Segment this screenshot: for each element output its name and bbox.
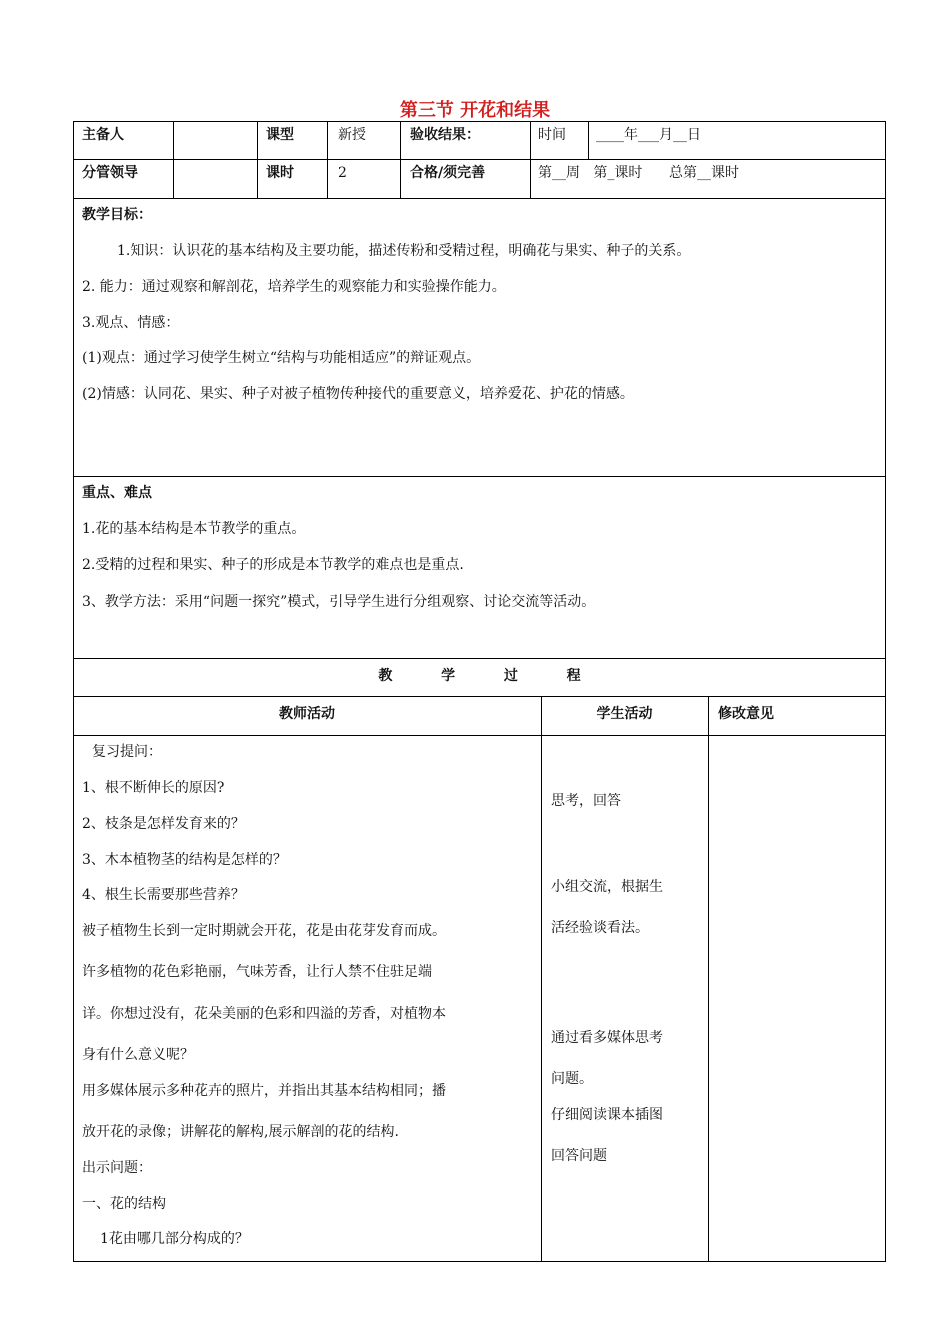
teacher-line: 出示问题： xyxy=(82,1160,152,1176)
class-hours-value: 2 xyxy=(338,165,347,181)
time-value: ____年___月__日 xyxy=(596,127,701,143)
student-line: 问题。 xyxy=(551,1071,593,1087)
student-line: 仔细阅读课本插图 xyxy=(551,1107,663,1123)
student-line: 思考，回答 xyxy=(551,793,621,809)
key-points-heading: 重点、难点 xyxy=(82,485,152,501)
teacher-line: 用多媒体展示多种花卉的照片，并指出其基本结构相同；播 xyxy=(82,1083,446,1099)
status-label: 合格/须完善 xyxy=(410,165,486,181)
objective-line: 3.观点、情感： xyxy=(82,315,180,331)
teacher-line: 身有什么意义呢？ xyxy=(82,1047,194,1063)
preparer-label: 主备人 xyxy=(82,127,124,143)
key-point-line: 3、教学方法：采用“问题一探究”模式，引导学生进行分组观察、讨论交流等活动。 xyxy=(82,594,596,610)
teacher-line: 1花由哪几部分构成的？ xyxy=(100,1231,249,1247)
teacher-line: 1、根不断伸长的原因? xyxy=(82,780,225,796)
student-line: 回答问题 xyxy=(551,1148,607,1164)
objective-line: 1.知识：认识花的基本结构及主要功能，描述传粉和受精过程，明确花与果实、种子的关系。 xyxy=(117,243,691,259)
teacher-line: 4、根生长需要那些营养？ xyxy=(82,887,245,903)
student-activity-header: 学生活动 xyxy=(596,706,653,722)
acceptance-label: 验收结果： xyxy=(410,127,480,143)
teacher-line: 被子植物生长到一定时期就会开花，花是由花芽发育而成。 xyxy=(82,923,446,939)
key-point-line: 1.花的基本结构是本节教学的重点。 xyxy=(82,521,306,537)
objective-line: (1)观点：通过学习使学生树立“结构与功能相适应”的辩证观点。 xyxy=(82,350,481,366)
class-hours-label: 课时 xyxy=(266,165,294,181)
revision-notes-header: 修改意见 xyxy=(718,706,774,722)
objectives-heading: 教学目标： xyxy=(82,207,152,223)
week-value: 第__周 第_课时 总第__课时 xyxy=(538,165,740,181)
leader-label: 分管领导 xyxy=(82,165,138,181)
teacher-line: 3、木本植物茎的结构是怎样的？ xyxy=(82,852,287,868)
teacher-line: 复习提问： xyxy=(92,744,162,760)
time-label: 时间 xyxy=(538,127,566,143)
student-line: 活经验谈看法。 xyxy=(551,920,649,936)
objective-line: (2)情感：认同花、果实、种子对被子植物传种接代的重要意义，培养爱花、护花的情感。 xyxy=(82,386,634,402)
key-point-line: 2.受精的过程和果实、种子的形成是本节教学的难点也是重点. xyxy=(82,557,464,573)
teacher-line: 许多植物的花色彩艳丽，气味芳香，让行人禁不住驻足端 xyxy=(82,964,432,980)
course-type-value: 新授 xyxy=(338,127,366,143)
objective-line: 2. 能力：通过观察和解剖花，培养学生的观察能力和实验操作能力。 xyxy=(82,279,506,295)
student-line: 通过看多媒体思考 xyxy=(551,1030,663,1046)
teacher-line: 详。你想过没有，花朵美丽的色彩和四溢的芳香，对植物本 xyxy=(82,1006,446,1022)
course-type-label: 课型 xyxy=(266,127,294,143)
teacher-line: 2、枝条是怎样发育来的？ xyxy=(82,816,245,832)
teacher-line: 一、花的结构 xyxy=(82,1196,166,1212)
teacher-activity-header: 教师活动 xyxy=(279,706,335,722)
process-heading: 教 学 过 程 xyxy=(378,668,581,684)
teacher-line: 放开花的录像；讲解花的解构,展示解剖的花的结构. xyxy=(82,1124,399,1140)
student-line: 小组交流，根据生 xyxy=(551,879,663,895)
page-title: 第三节 开花和结果 xyxy=(399,100,551,121)
